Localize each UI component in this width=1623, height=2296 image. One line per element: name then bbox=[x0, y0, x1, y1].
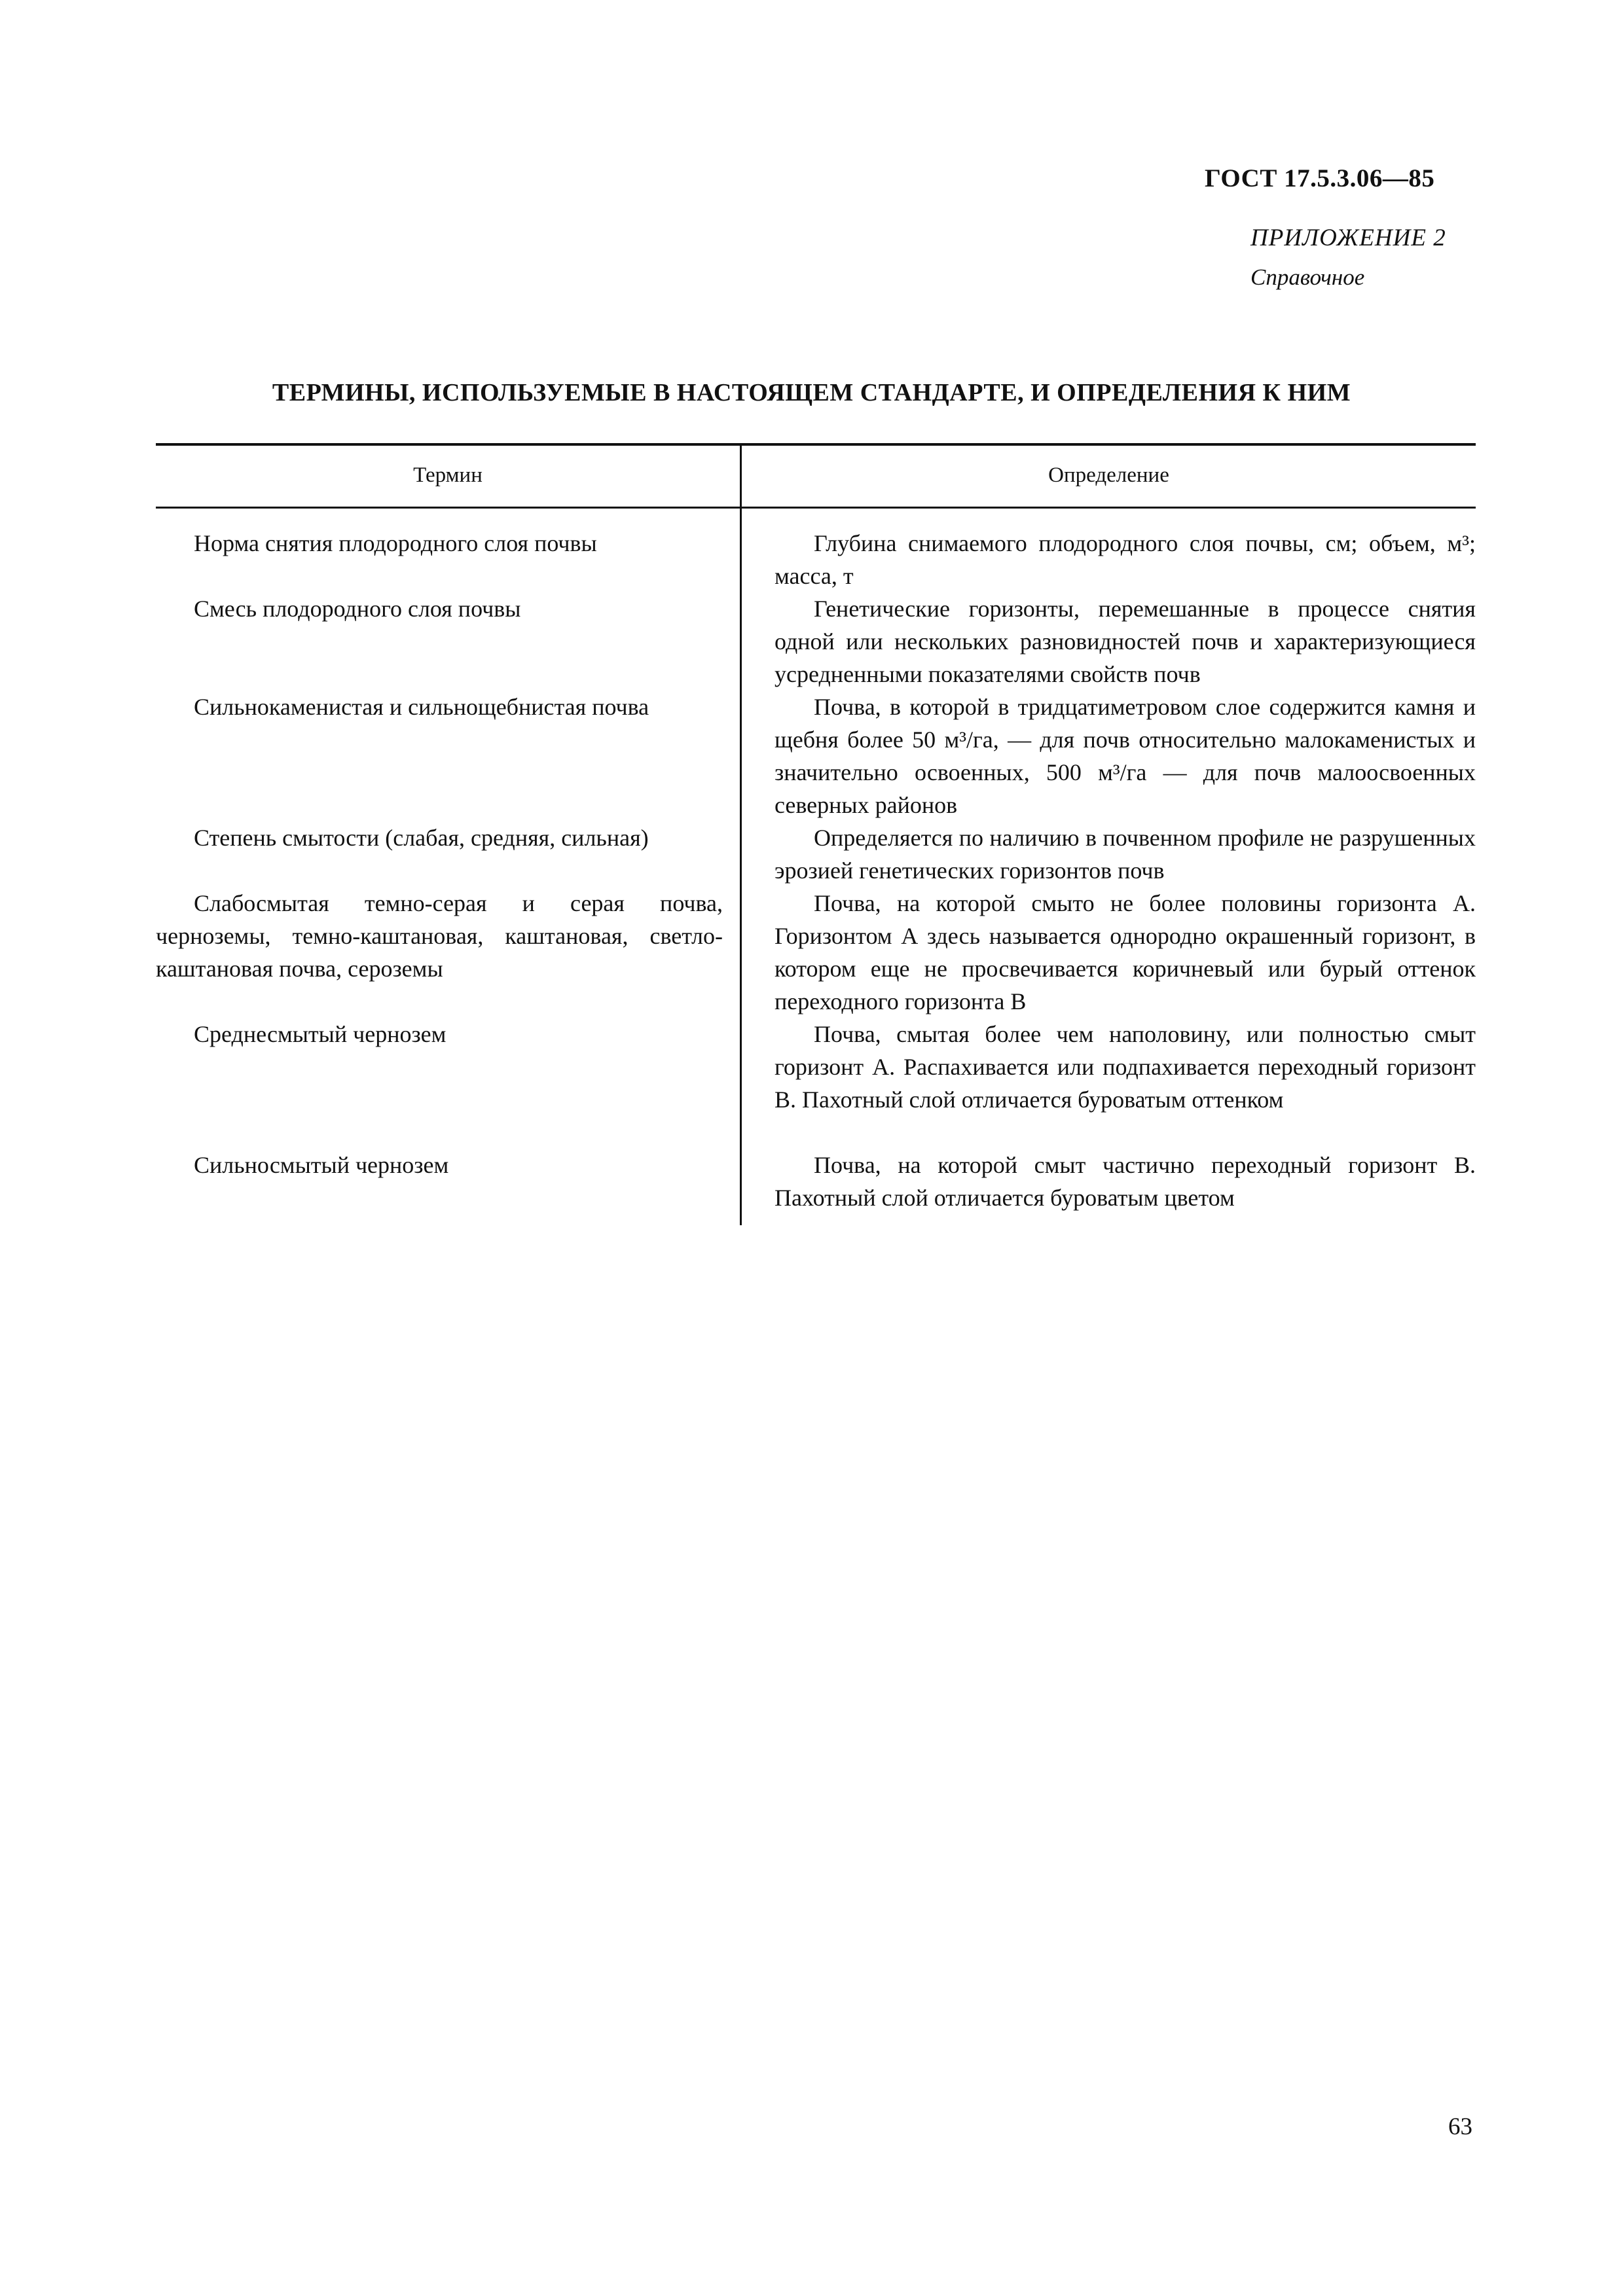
definition-cell: Почва, на которой смыто не более половины горизонта А. Горизонтом А здесь называется однородно окрашенный горизонт, в котором еще не просвечивается коричневый или бурый оттенок переходного горизонта В bbox=[775, 890, 1476, 1014]
term-cell: Норма снятия плодородного слоя почвы bbox=[194, 530, 597, 556]
term-cell: Смесь плодородного слоя почвы bbox=[194, 596, 521, 622]
definition-cell: Определяется по наличию в почвенном профиле не разрушенных эрозией генетических горизонтов почв bbox=[775, 825, 1476, 884]
definition-cell: Почва, смытая более чем наполовину, или полностью смыт горизонт А. Распахивается или подпахивается переходный горизонт В. Пахотный слой отличается буроватым оттенком bbox=[775, 1021, 1476, 1113]
appendix-label: ПРИЛОЖЕНИЕ 2 bbox=[1250, 224, 1446, 251]
column-header-term: Термин bbox=[413, 463, 483, 487]
definition-cell: Почва, на которой смыт частично переходный горизонт В. Пахотный слой отличается буроватым цветом bbox=[775, 1152, 1476, 1211]
reference-label: Справочное bbox=[1250, 264, 1365, 290]
page-number: 63 bbox=[1448, 2113, 1472, 2140]
term-cell: Степень смытости (слабая, средняя, сильная) bbox=[194, 825, 649, 851]
table-top-rule bbox=[156, 443, 1476, 446]
standard-number: ГОСТ 17.5.3.06—85 bbox=[1205, 164, 1435, 192]
definition-cell: Почва, в которой в тридцатиметровом слое содержится камня и щебня более 50 м³/га, — для почв относительно малокаменистых и значительно освоенных, 500 м³/га — для почв малоосвоенных северных районов bbox=[775, 694, 1476, 818]
definition-cell: Генетические горизонты, перемешанные в процессе снятия одной или нескольких разновидностей почв и характеризующиеся усредненными показателями свойств почв bbox=[775, 596, 1476, 687]
term-cell: Сильносмытый чернозем bbox=[194, 1152, 449, 1178]
term-cell: Среднесмытый чернозем bbox=[194, 1021, 447, 1047]
table-header-rule bbox=[156, 507, 1476, 509]
column-header-definition: Определение bbox=[1048, 463, 1169, 487]
term-cell: Сильнокаменистая и сильнощебнистая почва bbox=[194, 694, 649, 720]
page-title: ТЕРМИНЫ, ИСПОЛЬЗУЕМЫЕ В НАСТОЯЩЕМ СТАНДАРТЕ, И ОПРЕДЕЛЕНИЯ К НИМ bbox=[272, 379, 1351, 406]
term-cell: Слабосмытая темно-серая и серая почва, черноземы, темно-каштановая, каштановая, светло-каштановая почва, сероземы bbox=[156, 890, 723, 982]
table-column-divider bbox=[740, 443, 742, 1225]
definition-cell: Глубина снимаемого плодородного слоя почвы, см; объем, м³; масса, т bbox=[775, 530, 1476, 589]
